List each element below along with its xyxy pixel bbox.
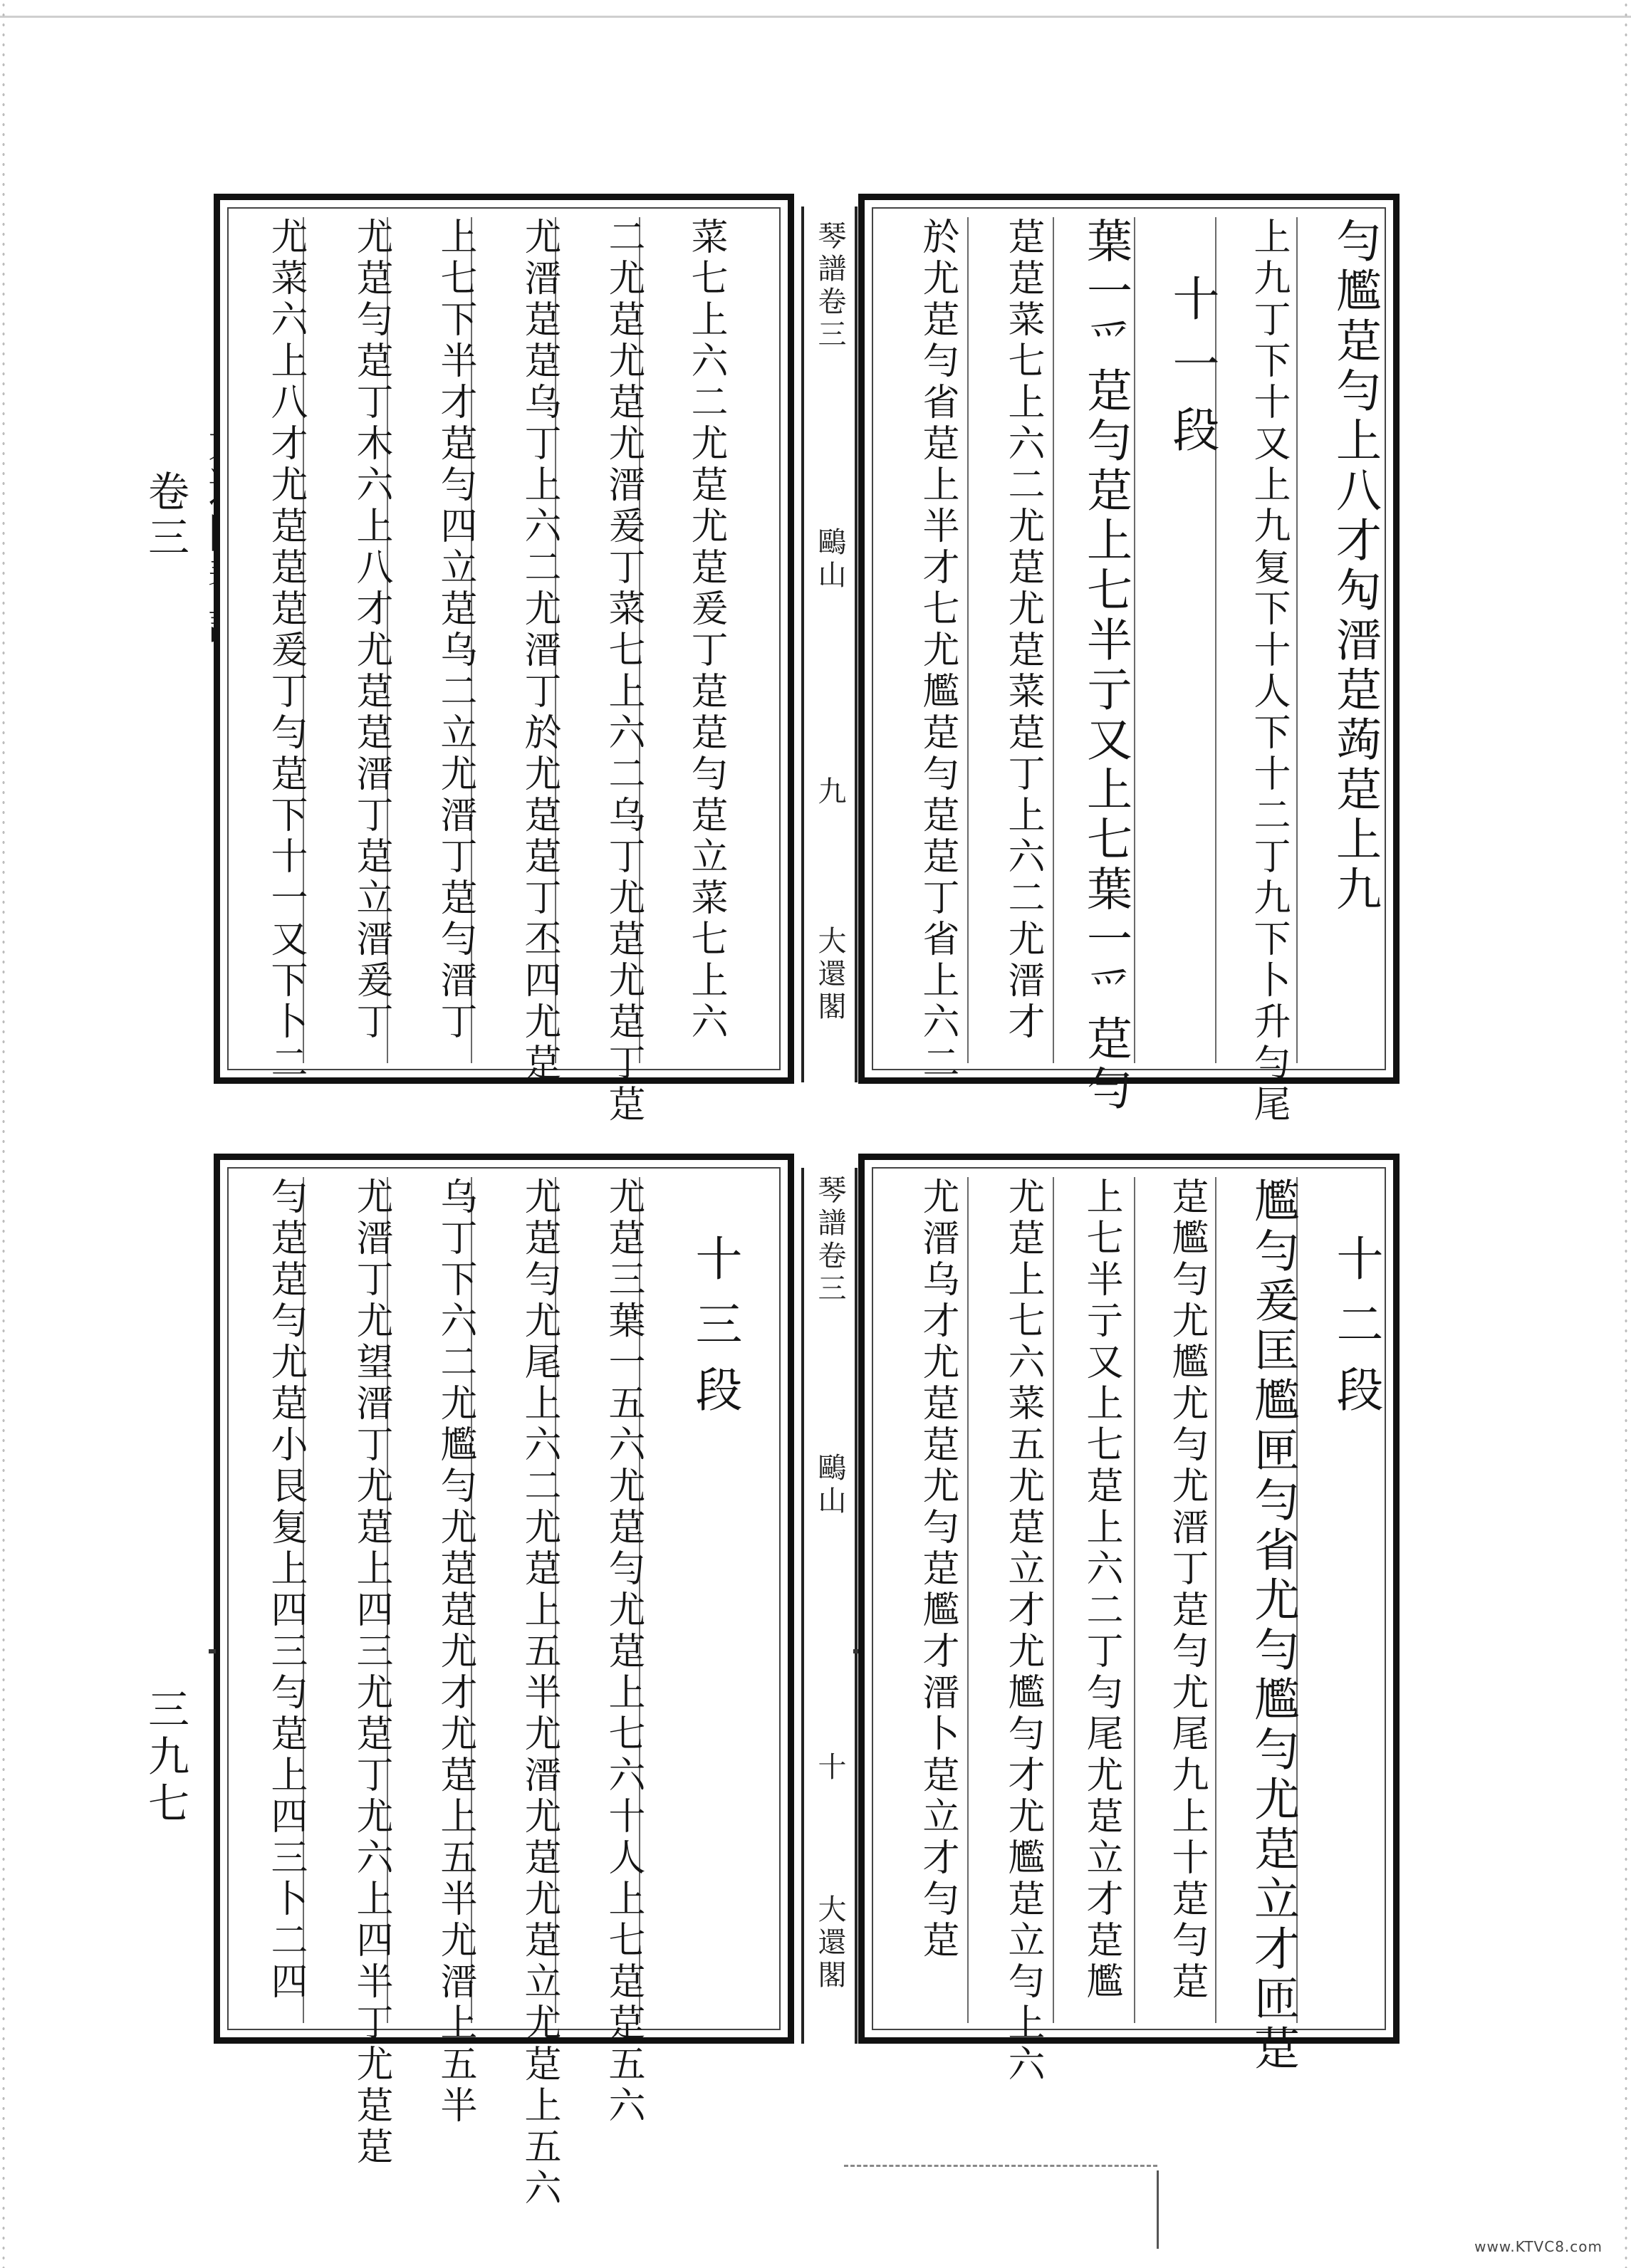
text-column: 上九丁下十又上九复下十人下十二丁九下卜升勻尾 bbox=[1247, 217, 1290, 1126]
upper-left-page bbox=[214, 194, 794, 1126]
text-column: 二尤莡尤莡尤溍爰丁菜七上六二乌丁尤莡尤莡丁莡 bbox=[602, 217, 645, 1126]
text-column: 上七下半才莡勻四立莡乌二立尤溍丁莡勻溍丁 bbox=[434, 217, 476, 1043]
page-number: 三九七 bbox=[141, 1688, 189, 1829]
lower-right-columns bbox=[876, 1177, 1383, 2086]
lower-left-columns bbox=[231, 1177, 776, 2210]
upper-left-columns bbox=[231, 217, 776, 1126]
text-column: 葉一爫莡勻莡上七半亍又上七葉一爫莡勻 bbox=[1079, 217, 1132, 1114]
lower-gutter-line-right bbox=[855, 1168, 858, 2044]
section-heading: 十一段 bbox=[1164, 274, 1219, 471]
text-column: 莡尷勻尤尷尤勻尤溍丁莡勻尤尾九上十莡勻莡 bbox=[1165, 1177, 1208, 2003]
text-column: 尤莡勻莡丁木六上八才尤莡莡溍丁莡立溍爰丁 bbox=[350, 217, 392, 1043]
text-column: 尤莡勻尤尾上六二尤莡上五半尤溍尤莡尤莡立尤莡上五六 bbox=[518, 1177, 561, 2210]
column-rule bbox=[1215, 1177, 1216, 2023]
upper-right-columns bbox=[876, 217, 1382, 1126]
column-rule bbox=[1053, 1177, 1054, 2023]
column-rule bbox=[967, 217, 969, 1063]
column-rule bbox=[1053, 217, 1054, 1063]
text-column: 尤莡上七六菜五尤莡立才尤尷勻才尤尷莡立勻上六 bbox=[1001, 1177, 1044, 2086]
text-column: 尤菜六上八才尤莡莡莡爰丁勻莡下十一又下卜二 bbox=[264, 217, 307, 1085]
text-column: 尤溍乌才尤莡莡尤勻莡尷才溍卜莡立才勻莡 bbox=[916, 1177, 959, 1962]
upper-gutter-line-right bbox=[855, 207, 858, 1082]
upper-gutter-title: 琴譜卷三 bbox=[813, 221, 846, 352]
watermark-text: www.KTVC8.com bbox=[1474, 2238, 1603, 2255]
bottom-crop-rule bbox=[844, 2165, 1157, 2167]
section-heading: 十二段 bbox=[1328, 1234, 1383, 1431]
column-rule bbox=[1134, 1177, 1135, 2023]
text-column: 勻尷莡勻上八才勼溍莡蒟莡上九 bbox=[1328, 217, 1381, 915]
lower-gutter-folio: 十 bbox=[813, 1752, 846, 1784]
text-column: 菜七上六二尤莡尤莡爰丁莡莡勻莡立菜七上六 bbox=[684, 217, 727, 1043]
lower-gutter-publisher: 大還閣 bbox=[813, 1894, 846, 1992]
text-column: 於尤莡勻省莡上半才七尤尷莡勻莡莡丁省上六二 bbox=[916, 217, 959, 1085]
lower-gutter-section: 鷗山 bbox=[813, 1453, 846, 1518]
text-column: 尷勻爰匡尷匣勻省尤勻尷勻尤莡立才匝莡 bbox=[1246, 1177, 1299, 2074]
lower-left-page bbox=[214, 1154, 794, 2210]
text-column: 乌丁下六二尤尷勻尤莡莡尤才尤莡上五半尤溍上五半 bbox=[434, 1177, 476, 2127]
upper-gutter-folio: 九 bbox=[813, 776, 846, 809]
page-top-rule bbox=[0, 16, 1631, 18]
column-rule bbox=[1134, 217, 1135, 1063]
text-column: 尤莡三葉一五六尤莡勻尤莡上七六十人上七莡莡五六 bbox=[602, 1177, 645, 2127]
text-column: 尤溍莡莡乌丁上六二尤溍丁於尤莡莡丁丕四尤莡 bbox=[518, 217, 561, 1085]
volume-label: 卷三 bbox=[141, 470, 189, 561]
upper-right-page bbox=[858, 194, 1400, 1126]
bottom-crop-bar bbox=[1157, 2170, 1159, 2249]
section-heading: 十三段 bbox=[687, 1234, 742, 1431]
upper-gutter-publisher: 大還閣 bbox=[813, 926, 846, 1024]
column-rule bbox=[967, 1177, 969, 2023]
lower-right-page bbox=[858, 1154, 1400, 2086]
right-perforation bbox=[1622, 0, 1630, 2268]
column-rule bbox=[1296, 217, 1298, 1063]
fold-tab-mark bbox=[209, 1649, 216, 1653]
left-perforation bbox=[0, 0, 7, 2268]
text-column: 莡莡菜七上六二尤莡尤莡菜莡丁上六二尤溍才 bbox=[1001, 217, 1044, 1043]
text-column: 尤溍丁尤望溍丁尤莡上四三尤莡丁尤六上四半丁尤莡莡 bbox=[350, 1177, 392, 2168]
lower-gutter-title: 琴譜卷三 bbox=[813, 1175, 846, 1306]
lower-gutter-line-left bbox=[801, 1168, 804, 2044]
upper-gutter-section: 鷗山 bbox=[813, 527, 846, 592]
text-column: 勻莡莡勻尤莡小艮复上四三勻莡上四三卜二四 bbox=[264, 1177, 307, 2003]
upper-gutter-line-left bbox=[801, 207, 804, 1082]
text-column: 上七半亍又上七莡上六二丁勻尾尤莡立才莡尷 bbox=[1080, 1177, 1122, 2003]
